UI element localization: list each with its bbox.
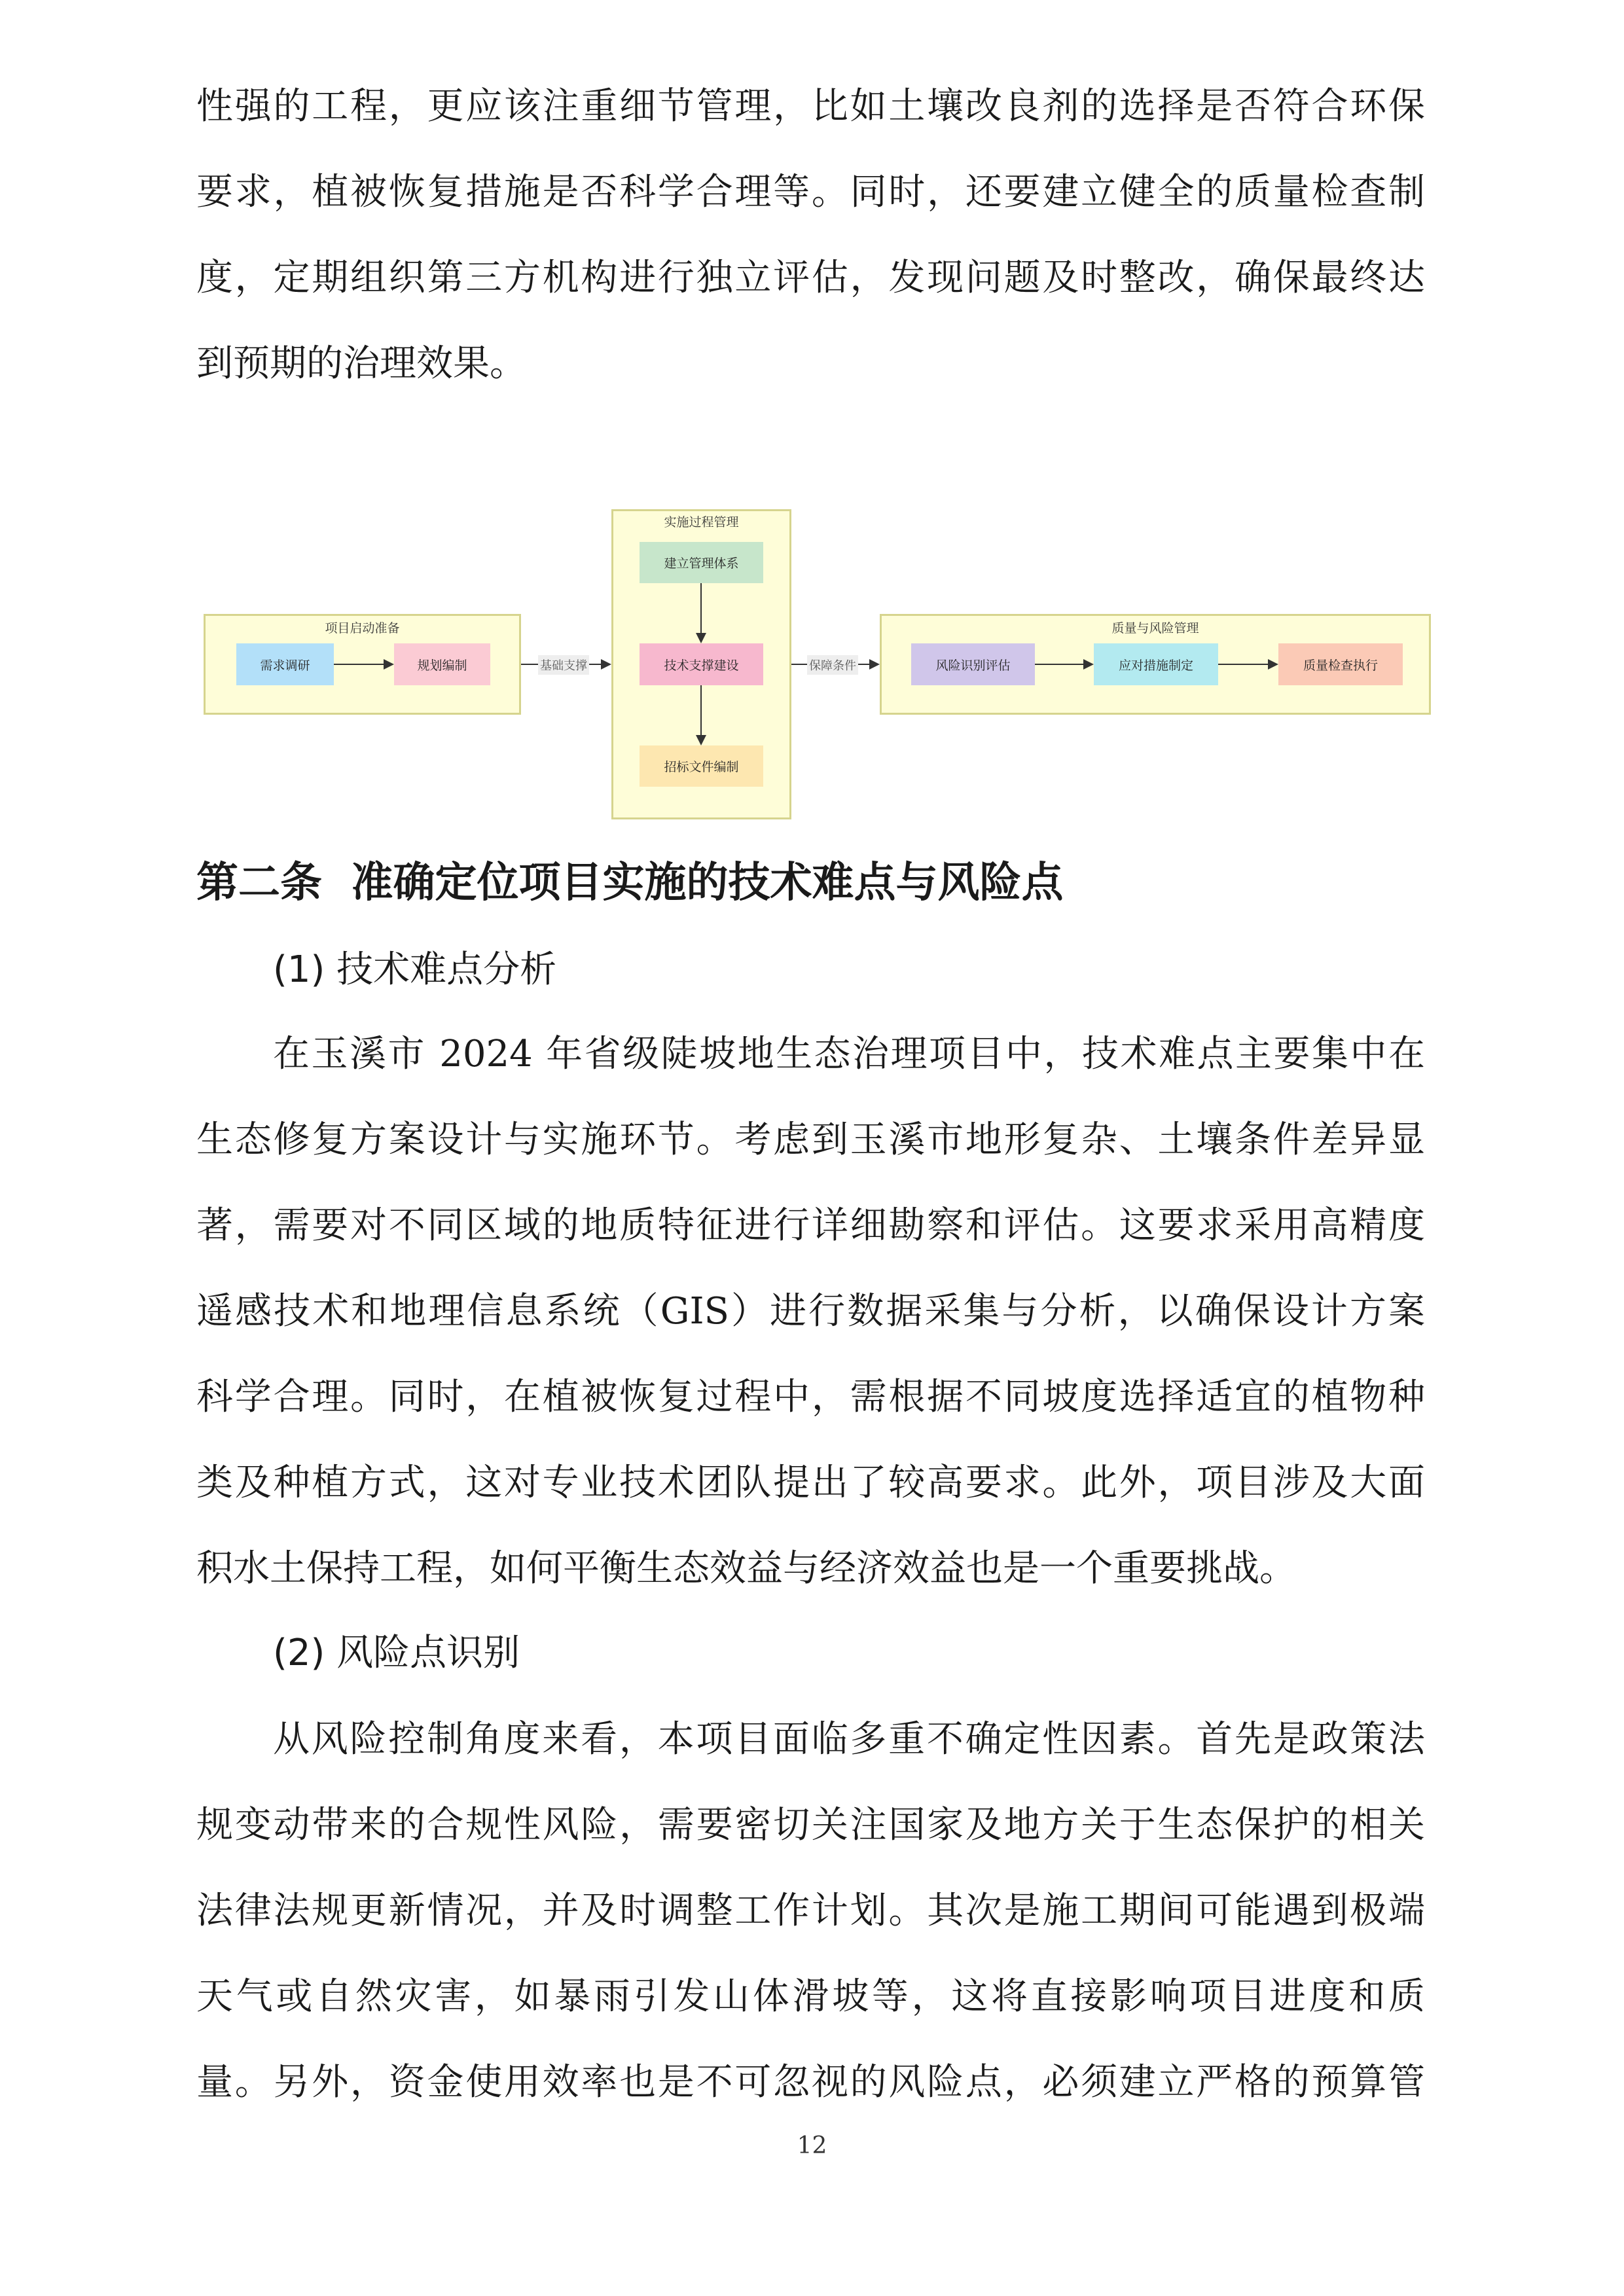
group-title: 项目启动准备 bbox=[325, 621, 400, 636]
page-number: 12 bbox=[797, 2132, 827, 2159]
paragraph-risk-points bbox=[196, 1696, 1425, 2125]
node-planning: 规划编制 bbox=[394, 643, 490, 685]
node-tech-support: 技术支撑建设 bbox=[640, 643, 763, 685]
group-title: 质量与风险管理 bbox=[1111, 621, 1199, 636]
edge-label-guarantee: 保障条件 bbox=[807, 655, 858, 675]
text-line: 法律法规更新情况，并及时调整工作计划。其次是施工期间可能遇到极端 bbox=[196, 1890, 1425, 1932]
node-countermeasures: 应对措施制定 bbox=[1094, 643, 1218, 685]
text-line: 性强的工程，更应该注重细节管理，比如土壤改良剂的选择是否符合环保 bbox=[196, 85, 1425, 128]
text-line: 类及种植方式，这对专业技术团队提出了较高要求。此外，项目涉及大面 bbox=[196, 1462, 1425, 1504]
subheading-tech-difficulties: (1) 技术难点分析 bbox=[273, 948, 557, 991]
flow-diagram bbox=[0, 0, 1624, 851]
text-line: 量。另外，资金使用效率也是不可忽视的风险点，必须建立严格的预算管 bbox=[196, 2061, 1425, 2104]
text-line: 天气或自然灾害，如暴雨引发山体滑坡等，这将直接影响项目进度和质 bbox=[196, 1975, 1425, 2018]
subheading-risk-points: (2) 风险点识别 bbox=[273, 1632, 520, 1674]
group-title: 实施过程管理 bbox=[664, 515, 739, 529]
text-line: 遥感技术和地理信息系统（GIS）进行数据采集与分析，以确保设计方案 bbox=[196, 1290, 1425, 1333]
text-line: 生态修复方案设计与实施环节。考虑到玉溪市地形复杂、土壤条件差异显 bbox=[196, 1119, 1425, 1161]
text-line: 度，定期组织第三方机构进行独立评估，发现问题及时整改，确保最终达 bbox=[196, 257, 1425, 299]
text-line: 科学合理。同时，在植被恢复过程中，需根据不同坡度选择适宜的植物种 bbox=[196, 1376, 1425, 1418]
node-management-system: 建立管理体系 bbox=[640, 542, 763, 583]
text-line: 从风险控制角度来看，本项目面临多重不确定性因素。首先是政策法 bbox=[273, 1718, 1425, 1761]
node-quality-check: 质量检查执行 bbox=[1278, 643, 1403, 685]
text-line: 规变动带来的合规性风险，需要密切关注国家及地方关于生态保护的相关 bbox=[196, 1804, 1425, 1846]
text-line: 到预期的治理效果。 bbox=[196, 342, 526, 385]
node-bid-documents: 招标文件编制 bbox=[640, 745, 763, 787]
text-line: 要求，植被恢复措施是否科学合理等。同时，还要建立健全的质量检查制 bbox=[196, 171, 1425, 213]
edge-label-foundation: 基础支撑 bbox=[538, 655, 589, 675]
paragraph-tech-difficulties bbox=[196, 1011, 1425, 1611]
text-line: 著，需要对不同区域的地质特征进行详细勘察和评估。这要求采用高精度 bbox=[196, 1204, 1425, 1247]
node-needs-research: 需求调研 bbox=[236, 643, 334, 685]
section-heading: 第二条 准确定位项目实施的技术难点与风险点 bbox=[196, 859, 1064, 907]
text-line: 积水土保持工程，如何平衡生态效益与经济效益也是一个重要挑战。 bbox=[196, 1547, 1296, 1590]
diagram-arrows bbox=[0, 0, 1624, 851]
node-risk-assessment: 风险识别评估 bbox=[911, 643, 1035, 685]
text-line: 在玉溪市 2024 年省级陡坡地生态治理项目中，技术难点主要集中在 bbox=[273, 1033, 1425, 1075]
